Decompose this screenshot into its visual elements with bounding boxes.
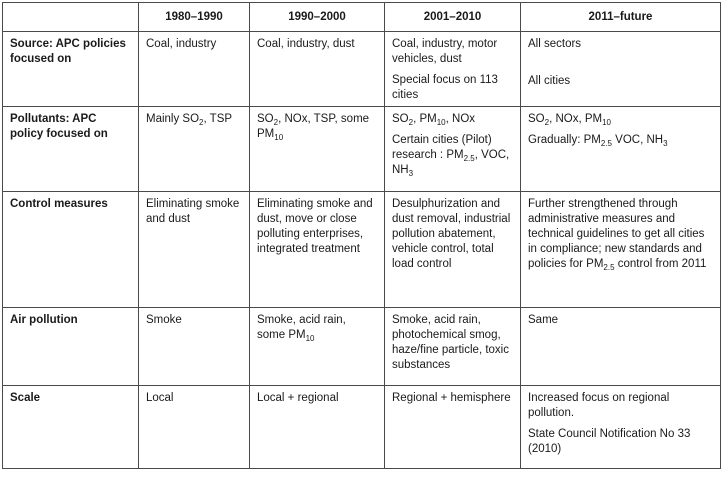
header-corner xyxy=(3,3,139,32)
table-row-air-pollution xyxy=(3,308,721,386)
cell-pollutants-1990: $SO_2$, NOx, TSP, some $PM_{10}$ xyxy=(250,107,385,192)
header-1980-1990: 1980–1990 xyxy=(139,3,250,32)
table-row-pollutants xyxy=(3,107,721,192)
cell-air-1990: Smoke, acid rain, some $PM_{10}$ xyxy=(250,308,385,386)
cell-source-1990: Coal, industry, dust xyxy=(250,32,385,107)
cell-pollutants-2011 xyxy=(521,107,721,192)
cell-control-1990: Eliminating smoke and dust, move or close polluting enterprises, integrated treatment xyxy=(250,192,385,308)
row-label-control-measures: Control measures xyxy=(3,192,139,308)
scale-2011-extra: State Council Notification No 33 (2010) xyxy=(528,428,691,455)
header-2011-future: 2011–future xyxy=(521,3,721,32)
cell-source-2011 xyxy=(521,32,721,107)
source-2011-extra: All cities xyxy=(528,75,571,87)
cell-scale-1990: Local + regional xyxy=(250,386,385,469)
cell-source-1980: Coal, industry xyxy=(139,32,250,107)
cell-scale-2001: Regional + hemisphere xyxy=(385,386,521,469)
cell-pollutants-2001 xyxy=(385,107,521,192)
scale-2011-main: Increased focus on regional pollution. xyxy=(528,392,670,419)
cell-air-2001: Smoke, acid rain, photochemical smog, haze/fine particle, toxic substances xyxy=(385,308,521,386)
source-2001-main: Coal, industry, motor vehicles, dust xyxy=(392,38,498,65)
apc-policy-table xyxy=(2,2,721,469)
row-label-air-pollution: Air pollution xyxy=(3,308,139,386)
table-row-control-measures xyxy=(3,192,721,308)
cell-air-1980: Smoke xyxy=(139,308,250,386)
row-label-pollutants: Pollutants: APC policy focused on xyxy=(3,107,139,192)
pollutants-2011-main: $SO_2$, NOx, $PM_{10}$ xyxy=(528,113,612,127)
pollutants-2011-extra: Gradually: $PM_{2.5}$ VOC, $NH_3$ xyxy=(528,134,668,148)
cell-scale-1980: Local xyxy=(139,386,250,469)
cell-scale-2011 xyxy=(521,386,721,469)
cell-control-2011: Further strengthened through administrative measures and technical guidelines to get all cities in compliance; new standards and policies for $PM_{2.5}$ control from 2011 xyxy=(521,192,721,308)
cell-air-2011: Same xyxy=(521,308,721,386)
row-label-source: Source: APC policies focused on xyxy=(3,32,139,107)
cell-source-2001 xyxy=(385,32,521,107)
table-row-source xyxy=(3,32,721,107)
table-row-scale xyxy=(3,386,721,469)
pollutants-2001-extra: Certain cities (Pilot) research : $PM_{2.5}$, VOC, $NH_3$ xyxy=(392,134,510,178)
pollutants-2001-main: $SO_2$, $PM_{10}$, NOx xyxy=(392,113,476,127)
header-row xyxy=(3,3,721,32)
cell-control-1980: Eliminating smoke and dust xyxy=(139,192,250,308)
source-2001-extra: Special focus on 113 cities xyxy=(392,74,498,101)
cell-control-2001: Desulphurization and dust removal, industrial pollution abatement, vehicle control, total load control xyxy=(385,192,521,308)
header-1990-2000: 1990–2000 xyxy=(250,3,385,32)
cell-pollutants-1980: Mainly $SO_2$, TSP xyxy=(139,107,250,192)
row-label-scale: Scale xyxy=(3,386,139,469)
header-2001-2010: 2001–2010 xyxy=(385,3,521,32)
source-2011-main: All sectors xyxy=(528,38,582,50)
policy-table-container xyxy=(2,2,721,469)
